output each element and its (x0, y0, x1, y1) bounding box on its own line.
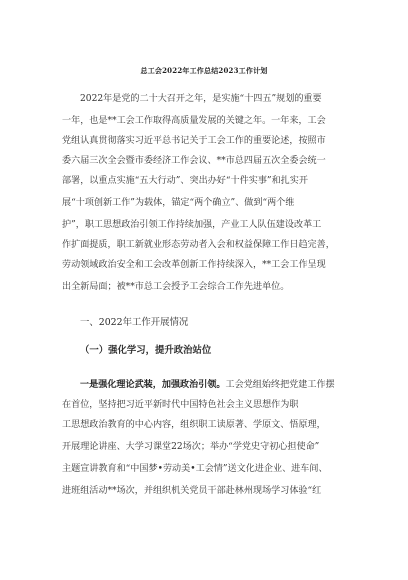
subsection-heading: （一）强化学习，提升政治站位 (80, 345, 212, 356)
intro-line: 委六届三次全会暨市委经济工作会议、**市总四届五次全委会统一 (62, 156, 326, 166)
body-line: 主题宣讲教育和“中国梦•劳动美•工会情”送文化进企业、进车间、 (62, 464, 328, 474)
body-line: 进班组活动**场次，并组织机关党员干部赴林州现场学习体验“红 (62, 486, 322, 496)
intro-line: 部署，以重点实施“五大行动”、突出办好“十件实事”和扎实开 (62, 176, 308, 186)
body-first-line (80, 378, 335, 392)
section-heading: 一、2022年工作开展情况 (80, 317, 189, 328)
intro-line: 劳动领域政治安全和工会改革创新工作持续深入，**工会工作呈现 (62, 260, 326, 270)
body-line: 工思想政治教育的中心内容，组织职工读原著、学原文、悟原理， (62, 420, 326, 430)
intro-line: 出全新局面；被**市总工会授予工会综合工作先进单位。 (62, 282, 290, 292)
intro-line: 一年，也是**工会工作取得高质量发展的关键之年。一年来，工会 (62, 116, 326, 126)
body-line: 在首位，坚持把习近平新时代中国特色社会主义思想作为职 (62, 400, 299, 410)
intro-line: 展“十项创新工作”为载体，锚定“两个确立”、做到“两个维 (62, 198, 295, 208)
intro-line: 护”，职工思想政治引领工作持续加强，产业工人队伍建设改革工 (62, 220, 322, 230)
body-first-rest: 工会党组始终把党建工作摆 (225, 380, 335, 390)
document-title: 总工会2022年工作总结2023工作计划 (140, 66, 268, 75)
intro-line: 党组认真贯彻落实习近平总书记关于工会工作的重要论述，按照市 (62, 136, 326, 146)
intro-line: 作扩面提质，职工新就业形态劳动者入会和权益保障工作日趋完善， (62, 240, 335, 250)
intro-line: 2022年是党的二十大召开之年，是实施“十四五”规划的重要 (80, 94, 322, 104)
body-line: 开展理论讲座、大学习课堂22场次；举办“学党史守初心担使命” (62, 442, 320, 452)
body-lead: 一是强化理论武装，加强政治引领。 (80, 379, 226, 390)
